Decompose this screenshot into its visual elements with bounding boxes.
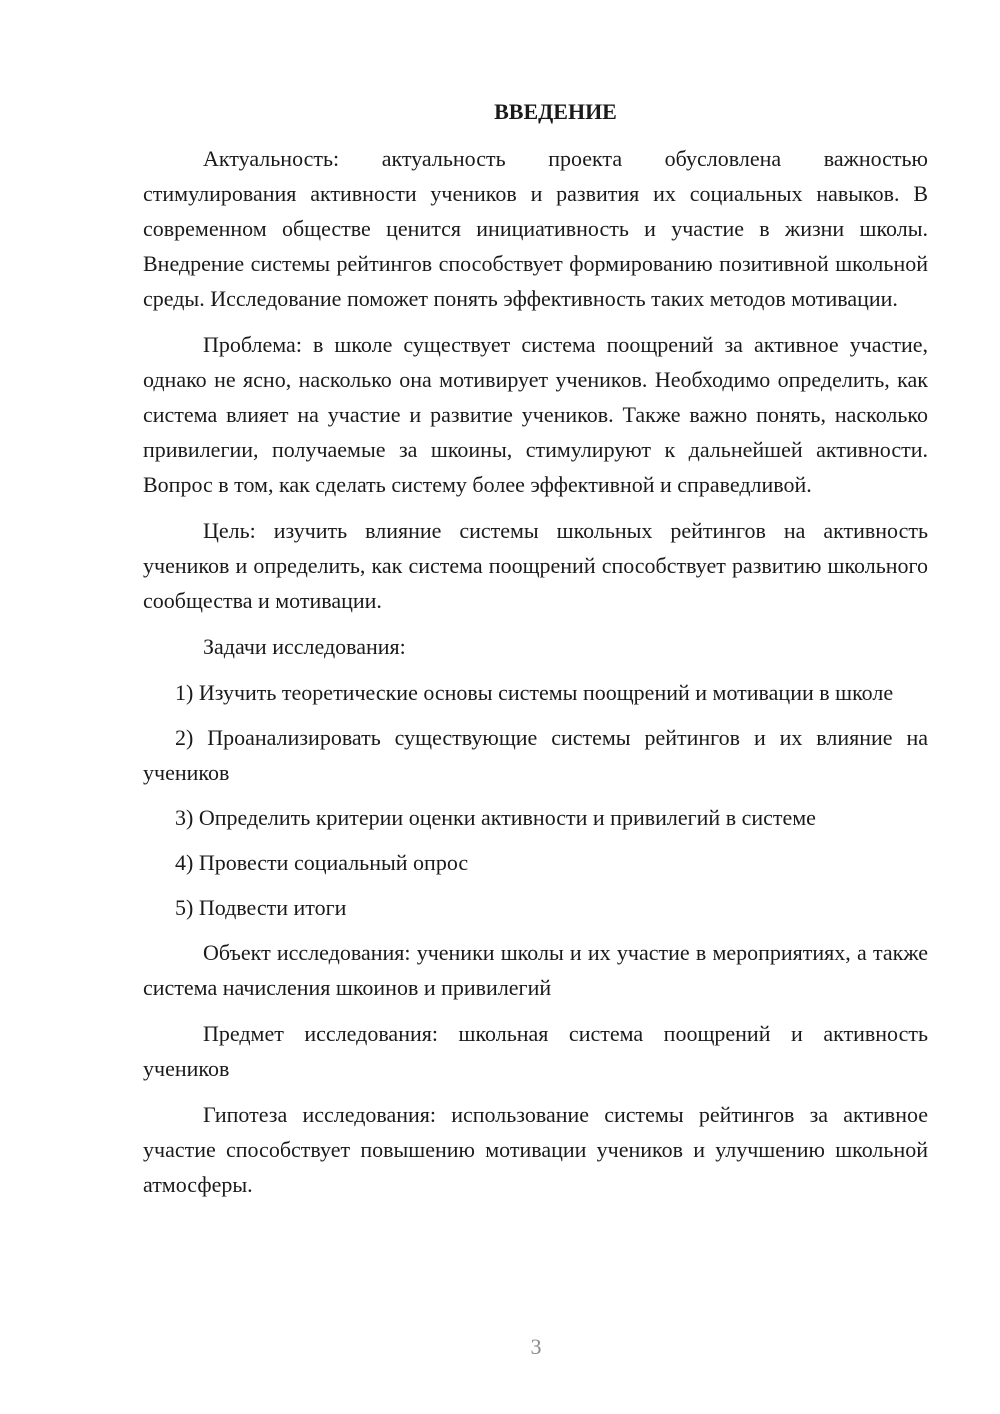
relevance-paragraph: Актуальность: актуальность проекта обусловлена важностью стимулирования активности учеников и развития их социальных навыков. В современном обществе ценится инициативность и участие в жизни школы. Внедрение системы рейтингов способствует формированию позитивной школьной среды. Исследование поможет понять эффективность таких методов мотивации. [143,146,928,311]
task-item: 2) Проанализировать существующие системы рейтингов и их влияние на учеников [143,725,928,785]
page-number: 3 [530,1334,542,1359]
page-content [143,94,928,1213]
subject-paragraph: Предмет исследования: школьная система поощрений и активность учеников [143,1021,928,1081]
problem-paragraph: Проблема: в школе существует система поощрений за активное участие, однако не ясно, насколько она мотивирует учеников. Необходимо определить, как система влияет на участие и развитие учеников. Также важно понять, насколько привилегии, получаемые за шкоины, стимулируют к дальнейшей активности. Вопрос в том, как сделать систему более эффективной и справедливой. [143,332,928,497]
page-title: ВВЕДЕНИЕ [494,99,617,124]
hypothesis-paragraph: Гипотеза исследования: использование системы рейтингов за активное участие способствует повышению мотивации учеников и улучшению школьной атмосферы. [143,1102,928,1197]
task-item: 4) Провести социальный опрос [175,850,469,875]
task-item: 3) Определить критерии оценки активности и привилегий в системе [175,805,816,830]
tasks-title: Задачи исследования: [203,634,406,659]
task-item: 1) Изучить теоретические основы системы поощрений и мотивации в школе [175,680,894,705]
object-paragraph: Объект исследования: ученики школы и их участие в мероприятиях, а также система начисления шкоинов и привилегий [143,940,928,1000]
goal-paragraph: Цель: изучить влияние системы школьных рейтингов на активность учеников и определить, как система поощрений способствует развитию школьного сообщества и мотивации. [143,518,928,613]
task-item: 5) Подвести итоги [175,895,347,920]
